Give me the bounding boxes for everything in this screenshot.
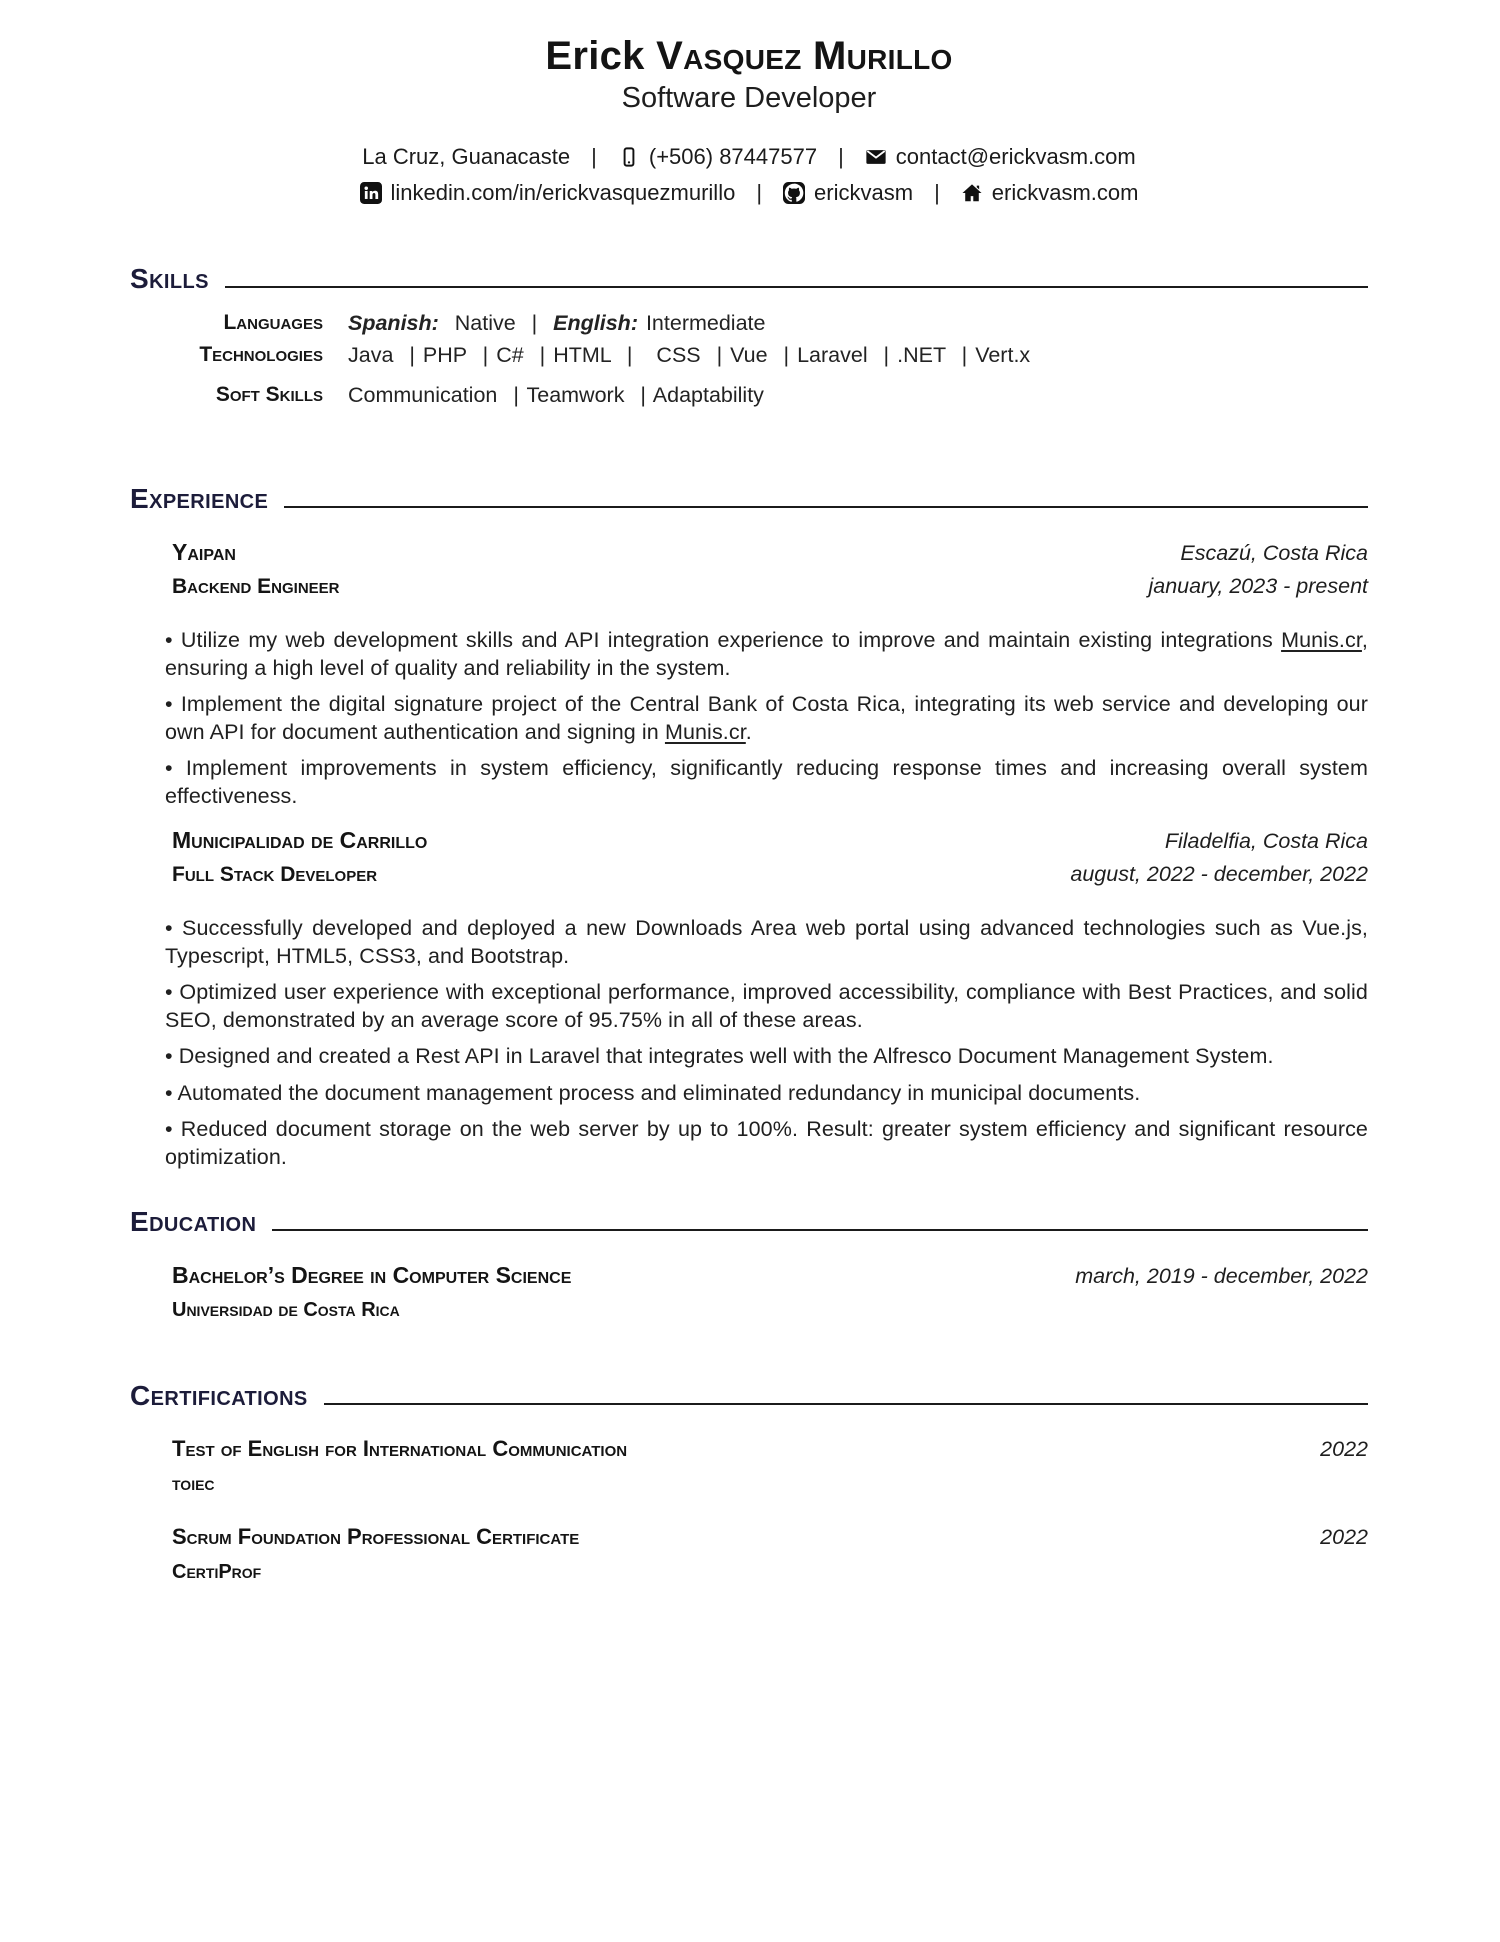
job-location: Escazú, Costa Rica bbox=[1180, 541, 1368, 565]
section-rule bbox=[225, 286, 1368, 288]
job-dates: january, 2023 - present bbox=[1148, 574, 1368, 598]
job-location: Filadelfia, Costa Rica bbox=[1164, 829, 1368, 853]
job-company-row bbox=[130, 536, 1368, 568]
job-bullet bbox=[165, 915, 1368, 970]
contact-location bbox=[362, 142, 570, 172]
certification-entry bbox=[130, 1433, 1368, 1499]
text-segment: Communication | Teamwork | Adaptability bbox=[348, 383, 764, 407]
github-icon bbox=[783, 182, 805, 204]
certifications-section bbox=[130, 1381, 1368, 1587]
contact-github[interactable] bbox=[783, 178, 913, 208]
resume-content bbox=[130, 0, 1368, 1609]
home-icon bbox=[961, 182, 983, 204]
text-segment: • Designed and created a Rest API in Laravel that integrates well with the Alfresco Document Management System. bbox=[165, 1044, 1274, 1068]
person-name bbox=[130, 34, 1368, 79]
contact-line-2 bbox=[130, 178, 1368, 208]
phone-text: (+506) 87447577 bbox=[648, 144, 818, 169]
company-name: Municipalidad de Carrillo bbox=[172, 827, 428, 853]
job-bullets bbox=[130, 915, 1368, 1171]
job-position: Full Stack Developer bbox=[172, 863, 378, 886]
job-position: Backend Engineer bbox=[172, 575, 340, 598]
job-bullet bbox=[165, 627, 1368, 682]
certification-name: Test of English for International Communication bbox=[172, 1436, 628, 1461]
job-entry bbox=[130, 536, 1368, 810]
degree-name: Bachelor’s Degree in Computer Science bbox=[172, 1262, 572, 1288]
education-entries bbox=[130, 1259, 1368, 1325]
job-position-row bbox=[130, 571, 1368, 603]
text-segment: , ensuring a high level of quality and reliability in the system. bbox=[165, 628, 1368, 680]
skill-value bbox=[348, 340, 1030, 370]
education-title: Education bbox=[130, 1206, 257, 1237]
experience-title: Experience bbox=[130, 483, 269, 514]
certification-year: 2022 bbox=[1320, 1525, 1368, 1549]
text-segment: English: bbox=[553, 311, 638, 335]
text-segment: . bbox=[745, 719, 752, 744]
job-bullet bbox=[165, 1116, 1368, 1171]
skill-label: Soft Skills bbox=[215, 383, 323, 406]
text-segment: Spanish: bbox=[348, 311, 439, 335]
separator: | bbox=[756, 180, 763, 205]
jobs-list bbox=[130, 536, 1368, 1171]
email-text: contact@erickvasm.com bbox=[895, 144, 1136, 169]
job-position-row bbox=[130, 859, 1368, 891]
text-segment: • Reduced document storage on the web server by up to 100%. Result: greater system efficiency and significant resource optimization. bbox=[165, 1117, 1368, 1169]
certification-entries bbox=[130, 1433, 1368, 1587]
experience-heading bbox=[130, 484, 1368, 514]
skill-label: Technologies bbox=[199, 343, 323, 366]
skill-row bbox=[130, 340, 1368, 370]
text-segment: Java | PHP | C# | HTML | CSS | Vue | Laravel | .NET | Vert.x bbox=[348, 343, 1031, 367]
skills-section bbox=[130, 264, 1368, 410]
section-rule bbox=[284, 506, 1368, 508]
job-entry bbox=[130, 824, 1368, 1171]
certification-issuer: toiec bbox=[172, 1473, 215, 1495]
job-bullet bbox=[165, 1043, 1368, 1071]
certification-name: Scrum Foundation Professional Certificate bbox=[172, 1524, 580, 1549]
text-segment: • Utilize my web development skills and API integration experience to improve and maintain existing integrations bbox=[165, 628, 1282, 652]
text-segment: • Automated the document management process and eliminated redundancy in municipal documents. bbox=[165, 1080, 1141, 1105]
experience-section bbox=[130, 484, 1368, 1171]
text-segment: • Implement the digital signature project of the Central Bank of Costa Rica, integrating its web service and developing our own API for document authentication and signing in bbox=[165, 692, 1368, 744]
separator: | bbox=[934, 180, 940, 205]
skills-heading bbox=[130, 264, 1368, 294]
section-rule bbox=[272, 1229, 1368, 1231]
certification-row bbox=[172, 1433, 1368, 1465]
resume-header bbox=[130, 0, 1368, 208]
school-name: Universidad de Costa Rica bbox=[172, 1299, 400, 1321]
company-name: Yaipan bbox=[172, 539, 236, 565]
text-segment: • Optimized user experience with exceptional performance, improved accessibility, compliance with Best Practices, and solid SEO, demonstrated by an average score of 95.75% in all of these areas. bbox=[165, 980, 1368, 1032]
text-segment: Intermediate bbox=[637, 311, 766, 335]
certifications-heading bbox=[130, 1381, 1368, 1411]
skills-rows bbox=[130, 308, 1368, 410]
degree-row bbox=[172, 1259, 1368, 1291]
inline-link[interactable]: Munis.cr bbox=[664, 719, 746, 744]
location-text: La Cruz, Guanacaste bbox=[362, 144, 571, 169]
linkedin-icon bbox=[360, 182, 382, 204]
education-heading bbox=[130, 1207, 1368, 1237]
contact-website[interactable] bbox=[961, 178, 1139, 208]
certification-issuer: CertiProf bbox=[172, 1561, 262, 1583]
text-segment: Native | bbox=[438, 311, 554, 335]
phone-icon bbox=[618, 146, 640, 168]
text-segment: • Implement improvements in system efficiency, significantly reducing response times and increasing overall system effectiveness. bbox=[165, 756, 1368, 808]
skill-row bbox=[130, 308, 1368, 338]
linkedin-text: linkedin.com/in/erickvasquezmurillo bbox=[390, 180, 736, 205]
envelope-icon bbox=[865, 146, 887, 168]
education-section bbox=[130, 1207, 1368, 1325]
skill-label: Languages bbox=[223, 311, 323, 334]
education-dates: march, 2019 - december, 2022 bbox=[1075, 1264, 1368, 1288]
skill-row bbox=[130, 380, 1368, 410]
job-bullet bbox=[165, 1080, 1368, 1108]
job-dates: august, 2022 - december, 2022 bbox=[1070, 862, 1368, 886]
certification-row bbox=[172, 1521, 1368, 1553]
github-text: erickvasm bbox=[814, 180, 914, 205]
education-entry bbox=[130, 1259, 1368, 1325]
job-bullet bbox=[165, 755, 1368, 810]
section-rule bbox=[324, 1403, 1368, 1405]
certification-year: 2022 bbox=[1320, 1437, 1368, 1461]
inline-link[interactable]: Munis.cr bbox=[1281, 628, 1362, 652]
text-segment: • Successfully developed and deployed a new Downloads Area web portal using advanced technologies such as Vue.js, Typescript, HTML5, CSS3, and Bootstrap. bbox=[165, 916, 1368, 968]
job-bullets bbox=[130, 627, 1368, 810]
certification-entry bbox=[130, 1521, 1368, 1587]
separator: | bbox=[591, 144, 597, 169]
skill-value bbox=[348, 308, 765, 338]
contact-phone[interactable] bbox=[618, 142, 817, 172]
certifications-title: Certifications bbox=[130, 1380, 308, 1411]
skills-title: Skills bbox=[130, 263, 209, 294]
contact-line-1 bbox=[130, 142, 1368, 172]
contact-linkedin[interactable] bbox=[360, 178, 736, 208]
person-title: Software Developer bbox=[621, 82, 877, 114]
job-bullet bbox=[165, 979, 1368, 1034]
website-text: erickvasm.com bbox=[991, 180, 1139, 205]
job-bullet bbox=[165, 691, 1368, 746]
person-first-name: Erick bbox=[545, 34, 645, 78]
person-last-name: Vasquez Murillo bbox=[656, 34, 953, 78]
separator: | bbox=[838, 144, 844, 169]
job-company-row bbox=[130, 824, 1368, 856]
skill-value bbox=[348, 380, 764, 410]
contact-email[interactable] bbox=[865, 142, 1136, 172]
